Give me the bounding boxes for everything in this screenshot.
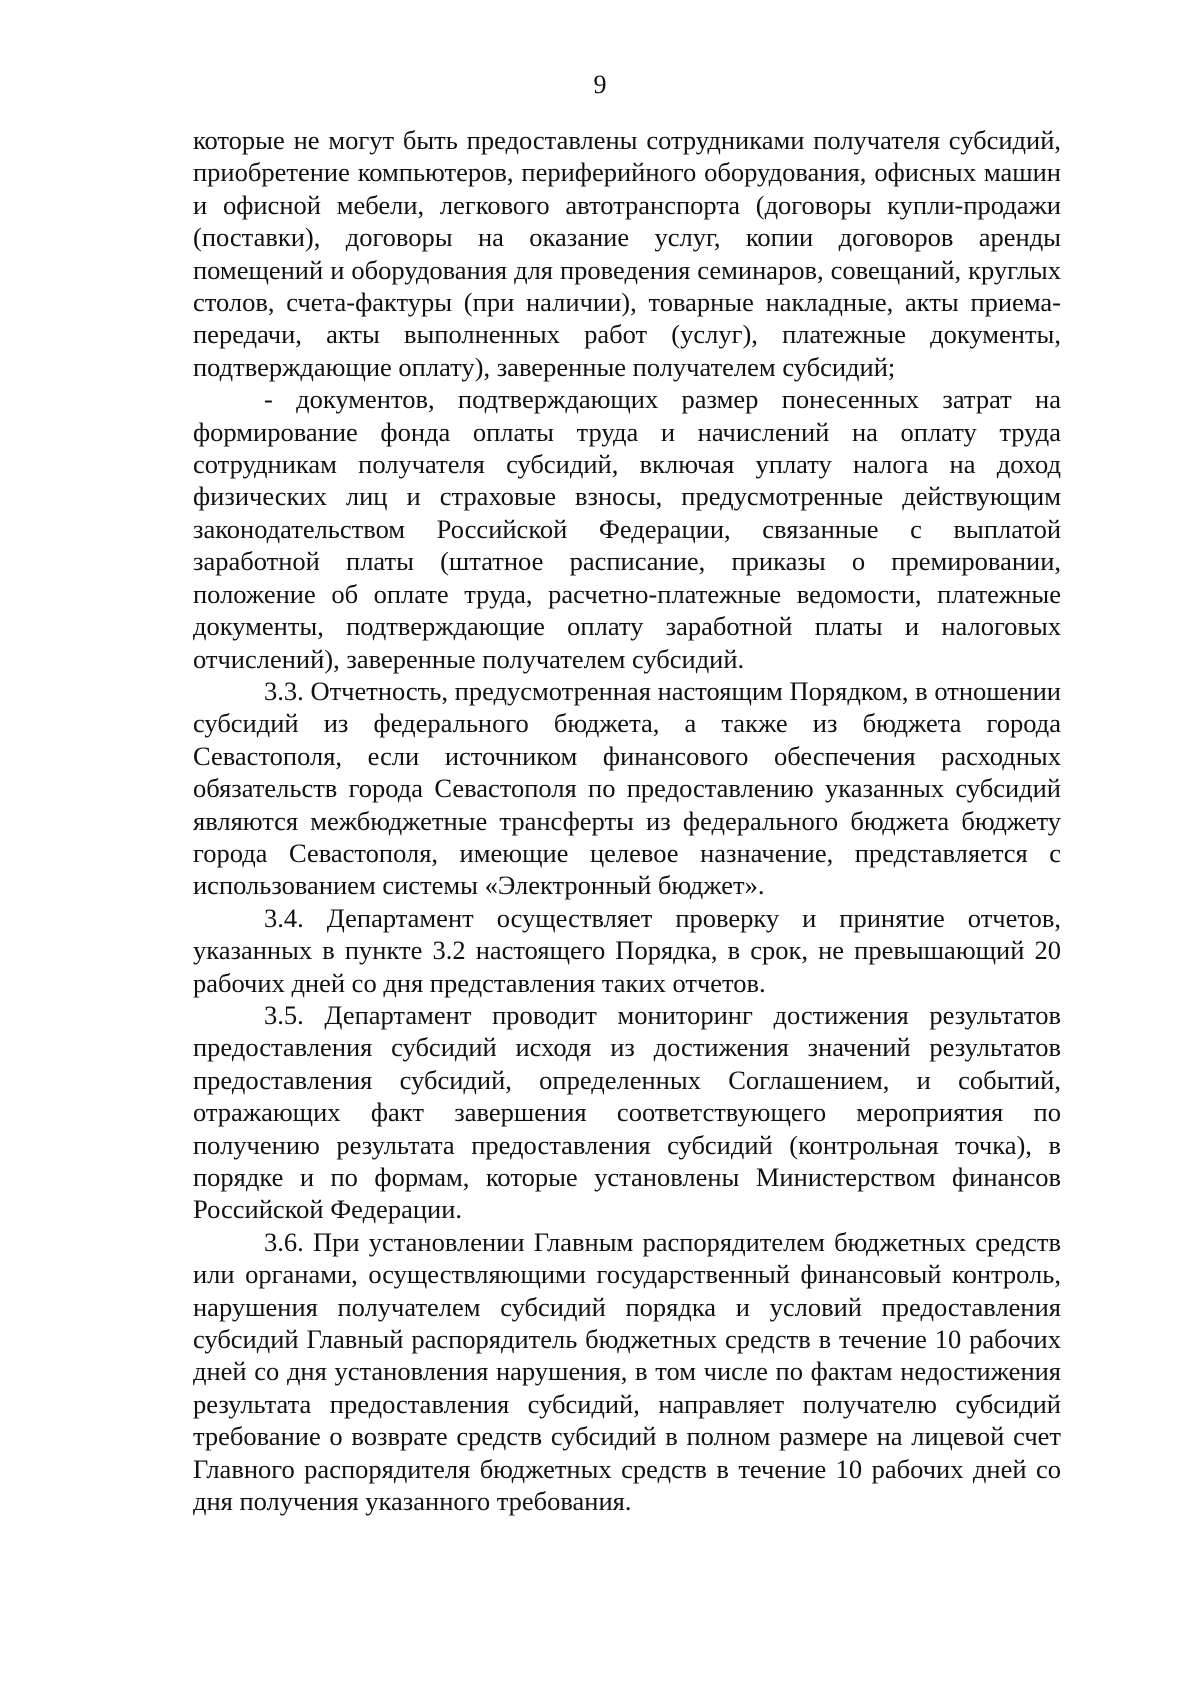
page-number: 9: [593, 70, 607, 99]
paragraph-3-4: 3.4. Департамент осуществляет проверку и принятие отчетов, указанных в пункте 3.2 настоящего Порядка, в срок, не превышающий 20 рабочих дней со дня представления таких отчетов.: [193, 902, 1061, 998]
paragraph-continuation: которые не могут быть предоставлены сотрудниками получателя субсидий, приобретение компьютеров, периферийного оборудования, офисных машин и офисной мебели, легкового автотранспорта (договоры купли-продажи (поставки), договоры на оказание услуг, копии договоров аренды помещений и оборудования для проведения семинаров, совещаний, круглых столов, счета-фактуры (при наличии), товарные накладные, акты приема-передачи, акты выполненных работ (услуг), платежные документы, подтверждающие оплату), заверенные получателем субсидий;: [193, 125, 1061, 382]
document-body: [193, 124, 1061, 1517]
paragraph-3-5: 3.5. Департамент проводит мониторинг достижения результатов предоставления субсидий исходя из достижения значений результатов предоставления субсидий, определенных Соглашением, и событий, отражающих факт завершения соответствующего мероприятия по получению результата предоставления субсидий (контрольная точка), в порядке и по формам, которые установлены Министерством финансов Российской Федерации.: [193, 999, 1061, 1225]
paragraph-3-6: 3.6. При установлении Главным распорядителем бюджетных средств или органами, осуществляющими государственный финансовый контроль, нарушения получателем субсидий порядка и условий предоставления субсидий Главный распорядитель бюджетных средств в течение 10 рабочих дней со дня установления нарушения, в том числе по фактам недостижения результата предоставления субсидий, направляет получателю субсидий требование о возврате средств субсидий в полном размере на лицевой счет Главного распорядителя бюджетных средств в течение 10 рабочих дней со дня получения указанного требования.: [193, 1226, 1061, 1517]
paragraph-3-3: 3.3. Отчетность, предусмотренная настоящим Порядком, в отношении субсидий из федерального бюджета, а также из бюджета города Севастополя, если источником финансового обеспечения расходных обязательств города Севастополя по предоставлению указанных субсидий являются межбюджетные трансферты из федерального бюджета бюджету города Севастополя, имеющие целевое назначение, представляется с использованием системы «Электронный бюджет».: [193, 675, 1061, 901]
paragraph-list-item-documents: - документов, подтверждающих размер понесенных затрат на формирование фонда оплаты труда и начислений на оплату труда сотрудникам получателя субсидий, включая уплату налога на доход физических лиц и страховые взносы, предусмотренные действующим законодательством Российской Федерации, связанные с выплатой заработной платы (штатное расписание, приказы о премировании, положение об оплате труда, расчетно-платежные ведомости, платежные документы, подтверждающие оплату заработной платы и налоговых отчислений), заверенные получателем субсидий.: [193, 384, 1061, 674]
